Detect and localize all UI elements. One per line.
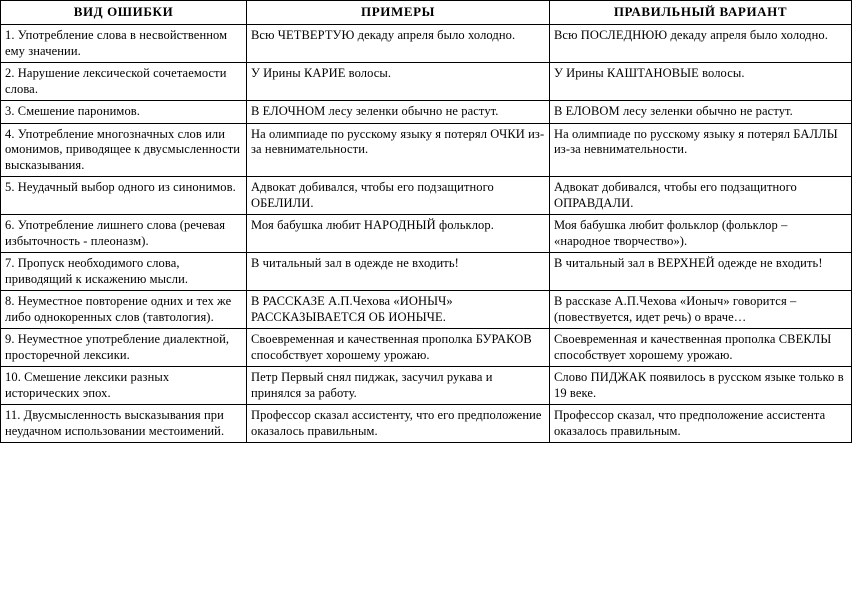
cell-error-type: 11. Двусмысленность высказывания при неудачном использовании местоимений. (1, 405, 247, 443)
table-row (1, 123, 852, 177)
table-row (1, 101, 852, 124)
cell-correct: В рассказе А.П.Чехова «Ионыч» говорится – (повествуется, идет речь) о враче… (550, 291, 852, 329)
cell-correct: Всю ПОСЛЕДНЮЮ декаду апреля было холодно. (550, 25, 852, 63)
cell-error-type: 6. Употребление лишнего слова (речевая избыточность - плеоназм). (1, 215, 247, 253)
table-row (1, 215, 852, 253)
cell-error-type: 8. Неуместное повторение одних и тех же либо однокоренных слов (тавтология). (1, 291, 247, 329)
cell-example: Профессор сказал ассистенту, что его предположение оказалось правильным. (247, 405, 550, 443)
cell-error-type: 7. Пропуск необходимого слова, приводящий к искажению мысли. (1, 253, 247, 291)
cell-error-type: 2. Нарушение лексической сочетаемости слова. (1, 63, 247, 101)
cell-error-type: 5. Неудачный выбор одного из синонимов. (1, 177, 247, 215)
cell-correct: Адвокат добивался, чтобы его подзащитного ОПРАВДАЛИ. (550, 177, 852, 215)
cell-correct: Слово ПИДЖАК появилось в русском языке только в 19 веке. (550, 367, 852, 405)
table-row (1, 177, 852, 215)
column-header-examples: ПРИМЕРЫ (247, 1, 550, 25)
cell-example: Петр Первый снял пиджак, засучил рукава и принялся за работу. (247, 367, 550, 405)
column-header-error-type: ВИД ОШИБКИ (1, 1, 247, 25)
cell-correct: У Ирины КАШТАНОВЫЕ волосы. (550, 63, 852, 101)
table-row (1, 405, 852, 443)
cell-example: Всю ЧЕТВЕРТУЮ декаду апреля было холодно. (247, 25, 550, 63)
cell-example: В РАССКАЗЕ А.П.Чехова «ИОНЫЧ» РАССКАЗЫВАЕТСЯ ОБ ИОНЫЧЕ. (247, 291, 550, 329)
table-row (1, 253, 852, 291)
cell-error-type: 4. Употребление многозначных слов или омонимов, приводящее к двусмысленности высказывания. (1, 123, 247, 177)
cell-example: Адвокат добивался, чтобы его подзащитного ОБЕЛИЛИ. (247, 177, 550, 215)
cell-error-type: 9. Неуместное употребление диалектной, просторечной лексики. (1, 329, 247, 367)
table-row (1, 63, 852, 101)
cell-example: Своевременная и качественная прополка БУРАКОВ способствует хорошему урожаю. (247, 329, 550, 367)
cell-correct: В ЕЛОВОМ лесу зеленки обычно не растут. (550, 101, 852, 124)
cell-example: Моя бабушка любит НАРОДНЫЙ фольклор. (247, 215, 550, 253)
cell-example: В читальный зал в одежде не входить! (247, 253, 550, 291)
cell-correct: Своевременная и качественная прополка СВЕКЛЫ способствует хорошему урожаю. (550, 329, 852, 367)
table-row (1, 291, 852, 329)
cell-error-type: 1. Употребление слова в несвойственном ему значении. (1, 25, 247, 63)
cell-example: У Ирины КАРИЕ волосы. (247, 63, 550, 101)
cell-example: В ЕЛОЧНОМ лесу зеленки обычно не растут. (247, 101, 550, 124)
table-row (1, 367, 852, 405)
table-header (1, 1, 852, 25)
cell-correct: Моя бабушка любит фольклор (фольклор – «народное творчество»). (550, 215, 852, 253)
table-body (1, 25, 852, 443)
cell-correct: Профессор сказал, что предположение ассистента оказалось правильным. (550, 405, 852, 443)
cell-error-type: 10. Смешение лексики разных исторических эпох. (1, 367, 247, 405)
table-row (1, 329, 852, 367)
cell-error-type: 3. Смешение паронимов. (1, 101, 247, 124)
cell-example: На олимпиаде по русскому языку я потерял ОЧКИ из-за невнимательности. (247, 123, 550, 177)
table-row (1, 25, 852, 63)
column-header-correct-variant: ПРАВИЛЬНЫЙ ВАРИАНТ (550, 1, 852, 25)
cell-correct: В читальный зал в ВЕРХНЕЙ одежде не входить! (550, 253, 852, 291)
cell-correct: На олимпиаде по русскому языку я потерял БАЛЛЫ из-за невнимательности. (550, 123, 852, 177)
